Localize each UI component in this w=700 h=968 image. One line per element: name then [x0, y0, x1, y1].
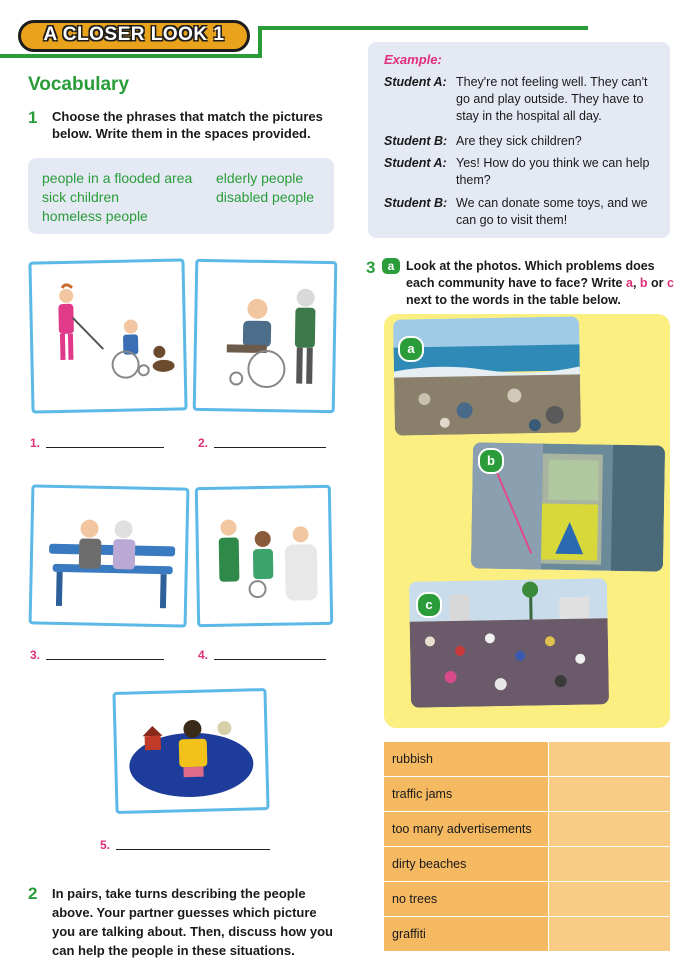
table-cell-answer[interactable]	[549, 742, 670, 776]
photo-a-dirty-beach	[393, 316, 581, 435]
blank-3-number: 3.	[30, 648, 41, 662]
table-row	[384, 917, 670, 951]
blank-4-number: 4.	[198, 648, 209, 662]
example-label: Example:	[384, 52, 442, 67]
table-row	[384, 812, 670, 846]
table-cell-problem: rubbish	[384, 742, 548, 776]
exercise-2-instruction: In pairs, take turns describing the people above. Your partner guesses which picture you are talking about. Then, discuss how you can help the people in these situations.	[52, 886, 333, 958]
table-cell-problem: no trees	[384, 882, 548, 916]
sick-children-illustration	[198, 488, 330, 624]
picture-4-sick-children	[195, 485, 333, 627]
picture-5-flooded-area	[112, 688, 269, 814]
answer-blank-3[interactable]	[46, 659, 164, 660]
exercise-3-number: 3	[366, 258, 376, 277]
example-speaker: Student B:	[384, 196, 448, 210]
phrase-item: homeless people	[42, 208, 148, 224]
photo-b-badge: b	[478, 448, 504, 474]
example-line: We can donate some toys, and we can go to visit them!	[456, 196, 648, 227]
picture-3-elderly-bench	[29, 484, 190, 627]
exercise-1-instruction: Choose the phrases that match the pictures below. Write them in the spaces provided.	[52, 109, 323, 141]
blank-2-number: 2.	[198, 436, 209, 450]
example-speaker: Student A:	[384, 156, 447, 170]
table-cell-answer[interactable]	[549, 882, 670, 916]
example-line: They're not feeling well. They can't go and play outside. They have to stay in the hospital all day.	[456, 75, 648, 123]
photo-c-badge: c	[416, 592, 442, 618]
exercise-1-number: 1	[28, 108, 38, 127]
section-banner-title: A CLOSER LOOK 1	[43, 24, 225, 45]
picture-2-elderly	[193, 259, 338, 413]
blank-1-number: 1.	[30, 436, 41, 450]
table-row	[384, 847, 670, 881]
header-rule-vertical	[258, 26, 262, 58]
exercise-2-number: 2	[28, 884, 38, 903]
phrase-item: people in a flooded area	[42, 170, 193, 186]
disabled-people-illustration	[31, 261, 184, 410]
phrase-item: elderly people	[216, 170, 304, 186]
table-row	[384, 742, 670, 776]
example-line: Are they sick children?	[456, 134, 582, 148]
example-speaker: Student A:	[384, 75, 447, 89]
picture-1-disabled	[28, 258, 187, 413]
example-speaker: Student B:	[384, 134, 448, 148]
answer-blank-1[interactable]	[46, 447, 164, 448]
table-cell-answer[interactable]	[549, 777, 670, 811]
phrase-item: sick children	[42, 189, 120, 205]
flooded-area-illustration	[116, 691, 267, 811]
answer-blank-5[interactable]	[116, 849, 270, 850]
exercise-3-part-badge: a	[382, 258, 400, 274]
table-cell-problem: graffiti	[384, 917, 548, 951]
photo-a-badge: a	[398, 336, 424, 362]
table-row	[384, 777, 670, 811]
vocabulary-heading: Vocabulary	[28, 74, 130, 95]
table-cell-problem: too many advertisements	[384, 812, 548, 846]
header-rule	[0, 54, 262, 58]
phrase-item: disabled people	[216, 189, 315, 205]
table-cell-answer[interactable]	[549, 917, 670, 951]
exercise-3-instruction: Look at the photos. Which problems does each community have to face? Write a, b or c next to the words in the table below.	[406, 259, 674, 307]
table-cell-problem: dirty beaches	[384, 847, 548, 881]
answer-blank-4[interactable]	[214, 659, 326, 660]
elderly-wheelchair-illustration	[196, 262, 335, 410]
problems-table	[384, 742, 670, 952]
table-row	[384, 882, 670, 916]
answer-blank-2[interactable]	[214, 447, 326, 448]
table-cell-answer[interactable]	[549, 812, 670, 846]
blank-5-number: 5.	[100, 838, 111, 852]
table-cell-problem: traffic jams	[384, 777, 548, 811]
header-rule-top	[258, 26, 588, 30]
table-cell-answer[interactable]	[549, 847, 670, 881]
example-line: Yes! How do you think we can help them?	[456, 156, 650, 187]
elderly-bench-illustration	[32, 487, 187, 624]
